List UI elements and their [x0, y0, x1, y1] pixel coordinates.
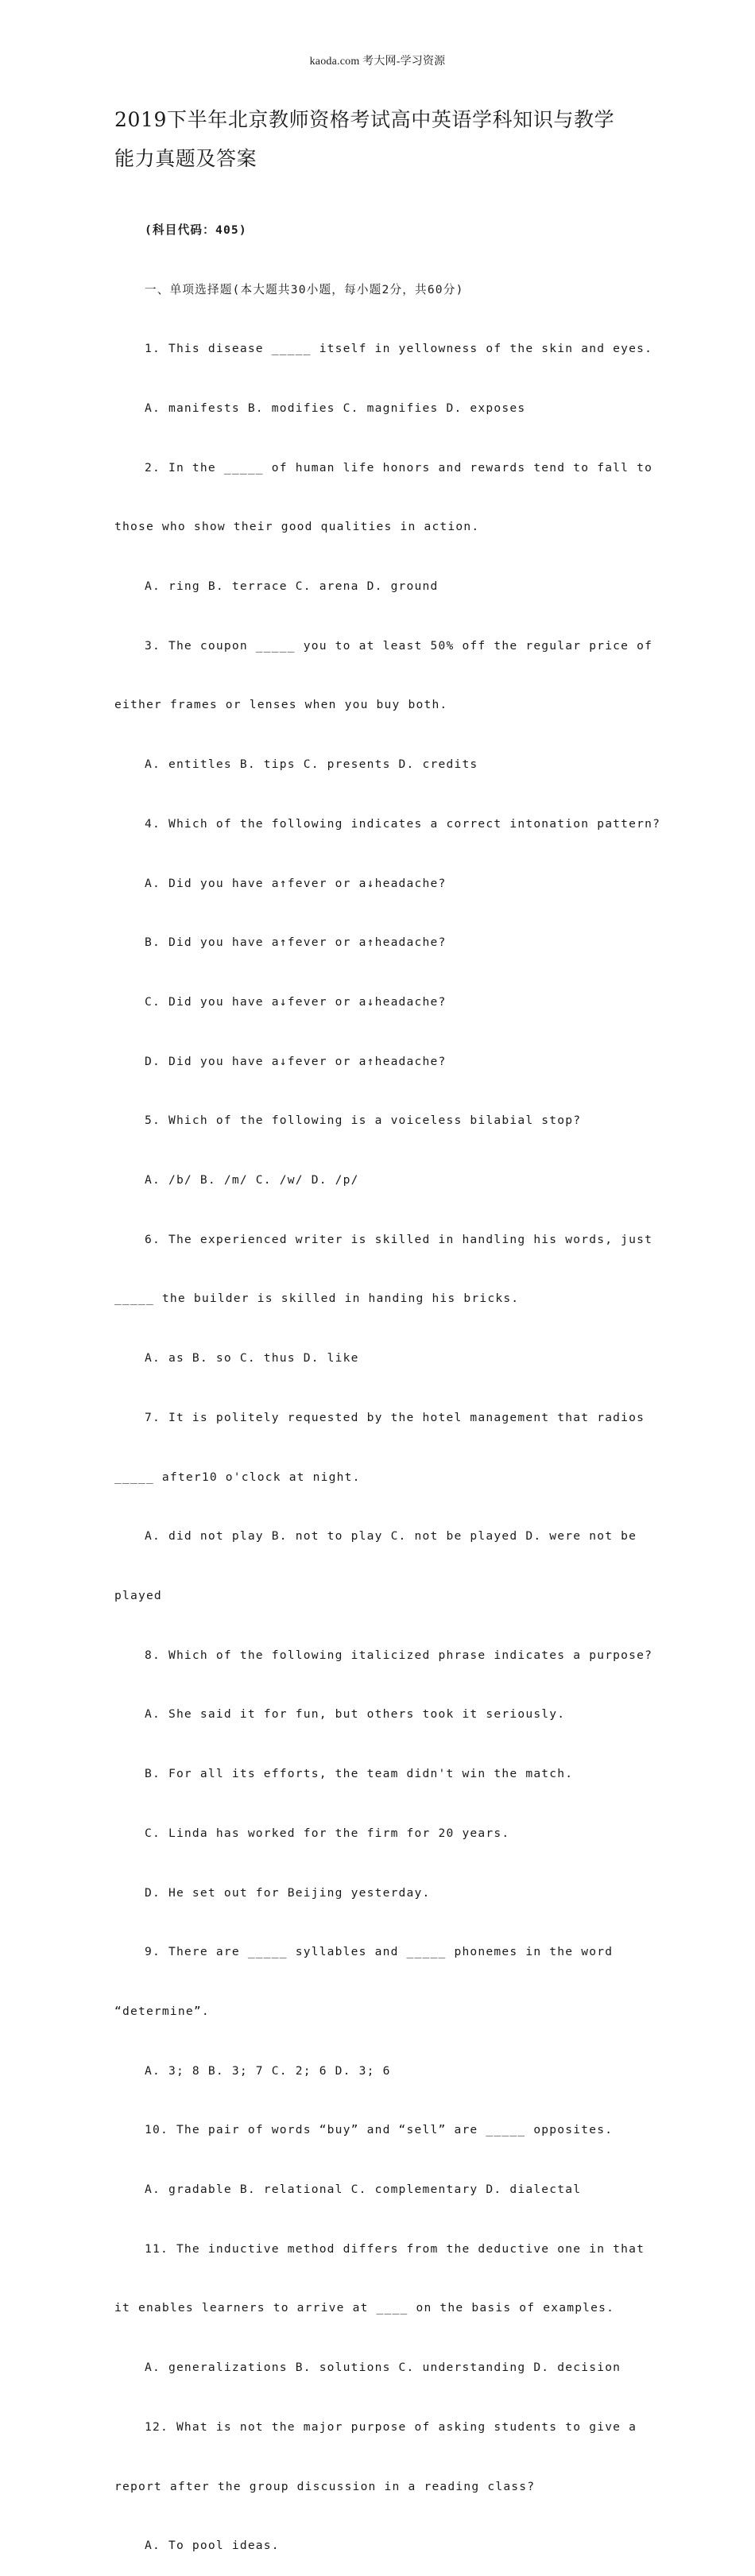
- options-7-cont: played: [114, 1588, 162, 1602]
- document-body: [114, 181, 661, 2576]
- option-8a: A. She said it for fun, but others took it seriously.: [145, 1707, 566, 1722]
- question-11-cont: it enables learners to arrive at ____ on the basis of examples.: [114, 2301, 615, 2315]
- section-heading: 一、单项选择题(本大题共30小题，每小题2分，共60分): [145, 282, 464, 296]
- option-4b: B. Did you have a↑fever or a↑headache?: [145, 935, 447, 950]
- question-9-cont: “determine”.: [114, 2004, 210, 2018]
- question-9: 9. There are _____ syllables and _____ phonemes in the word: [145, 1945, 614, 1959]
- question-2: 2. In the _____ of human life honors and rewards tend to fall to: [145, 460, 653, 475]
- question-12: 12. What is not the major purpose of asking students to give a: [145, 2419, 637, 2434]
- question-3: 3. The coupon _____ you to at least 50% off the regular price of: [145, 638, 653, 653]
- question-2-cont: those who show their good qualities in action.: [114, 520, 480, 534]
- title-line-1: 2019下半年北京教师资格考试高中英语学科知识与教学: [114, 108, 615, 131]
- options-3: A. entitles B. tips C. presents D. credits: [145, 757, 478, 772]
- question-12-cont: report after the group discussion in a reading class?: [114, 2479, 536, 2493]
- options-10: A. gradable B. relational C. complementary D. dialectal: [145, 2183, 582, 2197]
- question-6: 6. The experienced writer is skilled in handling his words, just: [145, 1232, 653, 1246]
- options-2: A. ring B. terrace C. arena D. ground: [145, 579, 439, 594]
- option-4a: A. Did you have a↑fever or a↓headache?: [145, 876, 447, 890]
- document-title: [114, 100, 655, 178]
- option-4d: D. Did you have a↓fever or a↑headache?: [145, 1054, 447, 1068]
- question-6-cont: _____ the builder is skilled in handing his bricks.: [114, 1292, 520, 1306]
- option-12a: A. To pool ideas.: [145, 2539, 280, 2553]
- question-11: 11. The inductive method differs from the deductive one in that: [145, 2241, 645, 2256]
- option-8c: C. Linda has worked for the firm for 20 years.: [145, 1826, 510, 1840]
- option-8d: D. He set out for Beijing yesterday.: [145, 1885, 431, 1900]
- question-4: 4. Which of the following indicates a correct intonation pattern?: [145, 816, 661, 831]
- subject-code: (科目代码：405): [145, 223, 247, 237]
- question-8: 8. Which of the following italicized phrase indicates a purpose?: [145, 1648, 653, 1662]
- question-1: 1. This disease _____ itself in yellowness of the skin and eyes.: [145, 342, 653, 356]
- options-9: A. 3; 8 B. 3; 7 C. 2; 6 D. 3; 6: [145, 2063, 391, 2078]
- options-6: A. as B. so C. thus D. like: [145, 1351, 359, 1365]
- option-8b: B. For all its efforts, the team didn't win the match.: [145, 1767, 574, 1781]
- page-header: kaoda.com 考大网-学习资源: [309, 56, 446, 68]
- question-5: 5. Which of the following is a voiceless bilabial stop?: [145, 1114, 582, 1128]
- question-7: 7. It is politely requested by the hotel management that radios: [145, 1410, 645, 1424]
- question-7-cont: _____ after10 o'clock at night.: [114, 1470, 361, 1484]
- options-5: A. /b/ B. /m/ C. /w/ D. /p/: [145, 1173, 359, 1187]
- options-1: A. manifests B. modifies C. magnifies D. exposes: [145, 401, 526, 415]
- options-7: A. did not play B. not to play C. not be played D. were not be: [145, 1529, 637, 1544]
- title-line-2: 能力真题及答案: [114, 147, 257, 170]
- question-3-cont: either frames or lenses when you buy both.: [114, 698, 448, 712]
- options-11: A. generalizations B. solutions C. understanding D. decision: [145, 2361, 621, 2375]
- question-10: 10. The pair of words “buy” and “sell” are _____ opposites.: [145, 2123, 614, 2137]
- option-4c: C. Did you have a↓fever or a↓headache?: [145, 994, 447, 1009]
